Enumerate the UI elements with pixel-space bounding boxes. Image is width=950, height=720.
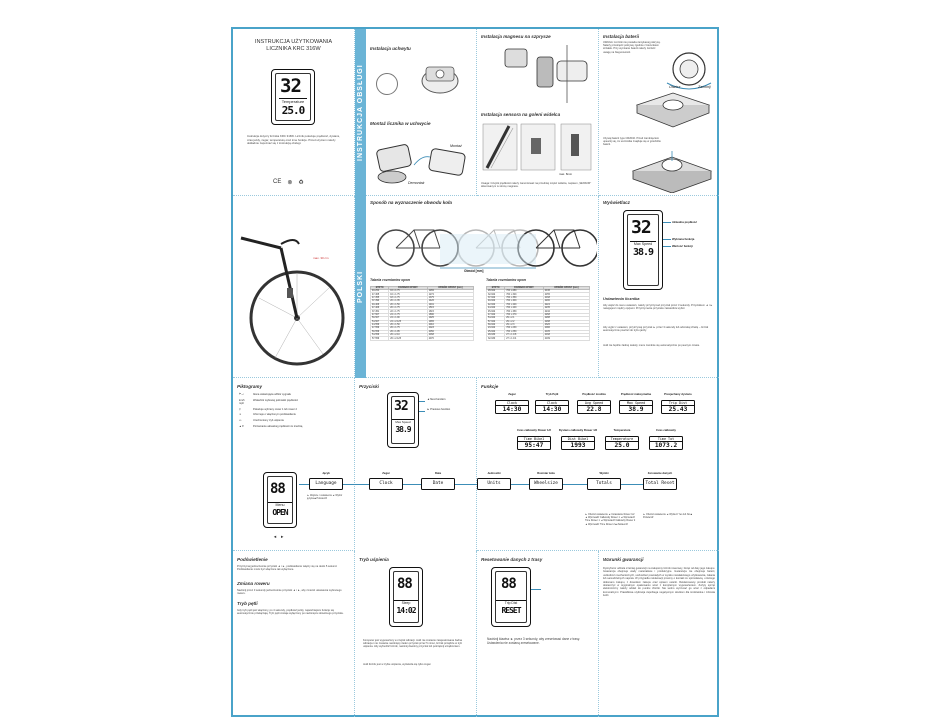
tire-table-cell: 700 x 45C [505, 310, 543, 313]
tire-table-cell: 2070 [427, 337, 473, 340]
tire-table-cell: 54-507 [371, 320, 389, 323]
tire-table-row [487, 337, 590, 340]
tire-table-cell: 42-622 [487, 303, 505, 306]
tire-table-cell: 1272 [427, 293, 473, 296]
function-label: Przejechany dystans [664, 392, 692, 396]
tire-table-cell: 1890 [427, 313, 473, 316]
label-next-function: ◄ Next function [427, 398, 446, 401]
tire-table-row [371, 337, 474, 340]
function-label: Prędkość maksymalna [620, 392, 652, 396]
warranty-panel [599, 551, 719, 717]
label-close: Zamknij [698, 85, 711, 89]
buttons-title: Przyciski [359, 384, 379, 389]
signal-icon: ⊢⊣ [239, 393, 244, 396]
tire-table-cell: 2298 [543, 320, 589, 323]
function-lcd-value: 25.43 [668, 406, 688, 413]
bike-front-drawing [239, 208, 351, 372]
function-lcd-label: Temperature [606, 437, 638, 442]
tire-table-cell: 37-622 [487, 296, 505, 299]
tire-table-cell: 1925 [427, 317, 473, 320]
tire-table-cell: 50-559 [371, 330, 389, 333]
sleep-lcd-top: Sleep [394, 600, 418, 605]
tire-table-cell: 16 x 1.75 [389, 293, 427, 296]
tire-table-cell: 16 x 1.75 [389, 290, 427, 293]
sleep-lcd-value: 14:02 [396, 606, 416, 615]
menu-item-lcd-text: Language [315, 481, 337, 486]
menu-item-lcd [369, 478, 403, 490]
sleep-text2: Jeśli licznik jest w trybie uśpienia, wyświetla się tylko zegar. [363, 663, 432, 666]
distance-label: max. 30 cm [313, 256, 329, 260]
display-lcd-top: 32 [631, 217, 651, 238]
menu-item-label: Zegar [382, 471, 390, 475]
tire-table-cell: 2105 [543, 330, 589, 333]
tire-table-cell: 2268 [543, 313, 589, 316]
tire-table-cell: 26 x 1.75 [389, 327, 427, 330]
function-lcd-value: 1073.2 [654, 442, 678, 449]
tire-table-cell: 29 x 2.2 [505, 320, 543, 323]
sensor-gap-label: max. 8mm [559, 172, 573, 176]
bike-roll-drawing [368, 206, 597, 274]
tire-table-cell: 2010 [427, 323, 473, 326]
menu-nav-arrows: ◄ ► [273, 534, 285, 539]
function-lcd [605, 436, 639, 450]
rohs-icon: ⊗ [287, 180, 293, 186]
menu-hint-totals: ► Obwód ustawienia ◄ Ustawianie Rower 1/2 ◄ Wprowadź Całkowity Rower 1 ◄ Wprowadź Time Rower 1 ◄ Wprowadź Całkowity Rower 2 ◄ Wprowadź Time Rower 2 ■ Zatwierdź [585, 513, 636, 526]
function-lcd [517, 436, 551, 450]
tire-table-cell: 22 x 1.75 [389, 310, 427, 313]
menu-lcd-value: OPEN [272, 508, 288, 517]
cover-lcd-label: Temperature [279, 98, 307, 104]
side-tab-polish: POLSKI [355, 196, 366, 378]
function-label: Dystans całkowity Rower 1/2 [558, 428, 598, 432]
sensor-warning: Uwaga: Czujnik prędkości należy zamontować na przedniej części widelca, napisem „SENSOR" skierowanym w stronę magnesu. [481, 182, 592, 189]
tire-table-cell: 2068 [427, 334, 473, 337]
menu-item-lcd [477, 478, 511, 490]
tire-table-cell: 700 x 44C [505, 306, 543, 309]
tire-table-cell: 37-390 [371, 300, 389, 303]
trip-mode-text: Gdy tryb pętli jest włączony, po 4 sekundy, prędkość jazdy, najważniejsze funkcje się automatycznie przełączają. Tryb pętli zostaje wyłączony po naciśnięciu dowolnego przycisku. [237, 609, 344, 616]
bike-icon: ⚲ [239, 407, 241, 411]
battery-insert-drawing [629, 151, 715, 193]
function-lcd-value: 95:47 [524, 442, 544, 449]
function-lcd [649, 436, 683, 450]
tire-table-cell: 700 x 40C [505, 300, 543, 303]
menu-lcd-top: Menu [268, 502, 292, 507]
magnet-drawing [497, 43, 593, 109]
tire-table-cell: 1615 [427, 310, 473, 313]
label-current-speed: Aktualna prędkość [672, 220, 698, 224]
settings-p1: Aby wejść do menu ustawień, należy przytrzymać przycisk przez 3 sekundy. Przyciskiem ◄ i ► nawigujesz między opcjami. Przytrzymanie przycisku zatwierdza wybór. [603, 304, 713, 311]
tire-table-cell: 47-406 [371, 306, 389, 309]
functions-title: Funkcje [481, 384, 499, 389]
function-lcd-label: Max Speed [620, 401, 652, 406]
tire-table-cell: 2168 [543, 296, 589, 299]
function-lcd [661, 400, 695, 414]
menu-item-lcd-text: Wheelsize [534, 481, 558, 486]
side-tab-instructions: INSTRUKCJA OBSŁUGI [355, 29, 366, 196]
function-lcd-label: Avg Speed [578, 401, 610, 406]
tire-table-cell: 2096 [543, 327, 589, 330]
sleep-title: Tryb uśpienia [359, 557, 389, 562]
tire-table-cell: 26 x 2.10 [389, 334, 427, 337]
function-lcd-label: Clock [536, 401, 568, 406]
tire-table-cell: 20 x 1.35 [389, 300, 427, 303]
battery-warning: UWAGA: Liczniki nie posiada zamykanej pokrywy. Należy przekręcić pokrywę zgodnie z kierunkiem strzałek. Przy wymianie baterii należy zwrócić uwagę na biegunowość. [603, 41, 661, 54]
tire-table-cell: 54-559 [371, 334, 389, 337]
tire-table-cell: 1282 [427, 290, 473, 293]
menu-hint-reset: ► Obwód ustawienia ◄ Wybierz Yes lub No ■ Potwierdź [643, 513, 693, 520]
tire-table-cell: 2326 [543, 323, 589, 326]
backlight-icon: ☀ [239, 413, 242, 417]
menu-item-lcd-text: Total Reset [645, 481, 675, 486]
display-device [623, 210, 663, 290]
trip-mode-title: Tryb pętli [237, 601, 258, 606]
menu-item-lcd [421, 478, 455, 490]
tire-table-cell: 2224 [543, 303, 589, 306]
tire-table-cell: 47-559 [371, 327, 389, 330]
backlight-text: Przytrzymaj jednocześnie przyciski ◄ i ►, podświetlenie włączy się na około 5 sekund. Podświetlenie może być włączone tak wyłączone. [237, 565, 338, 572]
function-label: Temperatura [613, 428, 631, 432]
menu-item-label: Jednostki [487, 471, 501, 475]
function-lcd-value: 1993 [570, 442, 586, 449]
tire-table-cell: 47-355 [371, 296, 389, 299]
tire-table-cell: 26 x 1.50 [389, 323, 427, 326]
tire-table-cell: 2288 [543, 317, 589, 320]
tire-table-cell: 2242 [543, 310, 589, 313]
tire-table-cell: 24 x 2.125 [389, 320, 427, 323]
tire-table-cell: 700 x 23C [505, 327, 543, 330]
table-title-left: Tabela rozmiarów opon [370, 278, 411, 282]
tire-table-left: ETRTO ROZMIAR OPONY OBWÓD OPONY [mm] 40-254 16 x 1.75 1282 47-305 16 x 1.75 1272 47-355 18 x 1.75 1375 37-390 20 x 1.35 1426 40-406 20 x 1.50 1491 47-406 20 x 1.75 1515 37-451 22 x 1.75 1615 47-507 24 x 1.75 1890 50-507 24 x 1.90 1925 54-507 24 x 2.125 1965 44-559 26 x 1.50 2010 47-559 26 x 1.75 2023 50-559 26 x 1.95 2050 54-559 26 x 2.10 2068 57-559 26 x 2.125 2070 [370, 286, 474, 341]
function-lcd [577, 400, 611, 414]
tire-table-cell: 26 x 2.125 [389, 337, 427, 340]
tire-table-cell: 700 x 32C [505, 293, 543, 296]
warranty-text: Dystrybutor udziela 2-letniej gwarancji na zakupiony licznik rowerowy, licząc od daty jego zakupu. Gwarancja obejmuje wady materiałowe i produkcyjne. Gwarancja nie obejmuje baterii, uszkodzeń mechanicznych, uszkodzeń powstałych w wyniku niewłaściwego użytkowania, zalania lub samodzielnych napraw. W przypadku reklamacji prosimy o kontakt ze sprzedawcą, u którego dokonano zakupu, z dowodem zakupu oraz opisem usterki. Reklamowany produkt należy dostarczyć w oryginalnym opakowaniu wraz z kompletnym wyposażeniem. Zużyty sprzęt elektroniczny należy oddać do punktu zbiórki. Nie wolno wyrzucać go wraz z odpadami komunalnymi. Prawidłowa utylizacja zapobiega negatywnym skutkom dla środowiska i zdrowia ludzi. [603, 567, 715, 598]
bike-change-title: Zmiana roweru [237, 581, 270, 586]
tire-table-cell: 54-622 [487, 317, 505, 320]
compare-icon: ▲▼ [239, 424, 245, 428]
pictograms-title: Piktogramy [237, 384, 263, 389]
tire-table-cell: 47-622 [487, 313, 505, 316]
tire-table-right: ETRTO ROZMIAR OPONY OBWÓD OPONY [mm] 28-622 700 x 28C 2136 32-622 700 x 32C 2155 37-622 700 x 35C 2168 40-622 700 x 40C 2200 42-622 700 x 42C 2224 44-622 700 x 44C 2235 45-622 700 x 45C 2242 47-622 700 x 47C 2268 54-622 29 x 2.1 2288 57-622 29 x 2.2 2298 60-622 29 x 2.3 2326 23-622 700 x 23C 2096 25-622 700 x 25C 2105 28-630 27 x 1 1/8 2168 32-630 27 x 1 1/4 2199 [486, 286, 590, 341]
function-lcd-value: 38.9 [628, 406, 644, 413]
menu-item-label: Zerowanie danych [647, 471, 673, 475]
mount-bracket-icon [418, 59, 462, 99]
restore-device: 88 Trip Dist RESET [491, 567, 531, 627]
display-panel [599, 196, 719, 378]
sensor-title: Instalacja sensora na goleni widelca [481, 112, 561, 117]
tire-table-cell: 2235 [543, 306, 589, 309]
circumference-label: Obwód [mm] [464, 269, 484, 273]
tire-table-cell: 47-507 [371, 313, 389, 316]
tire-table-cell: 50-507 [371, 317, 389, 320]
battery-bottom-text: Używaj baterii typu CR2032. Przed zamknięciem upewnij się, że uszczelka znajduje się w gnieździe baterii. [603, 137, 661, 147]
function-lcd-label: Dist Bike1 [562, 437, 594, 442]
recycle-icon: ♻ [298, 180, 304, 186]
label-open: Otwórz [669, 85, 681, 89]
tire-table-cell: 57-559 [371, 337, 389, 340]
menu-item-label: Wyniki [599, 471, 609, 475]
wheel-title: Sposób na wyznaczenie obwodu koła [370, 200, 452, 205]
backlight-panel [233, 551, 355, 717]
settings-title: Ustawienia licznika [603, 296, 640, 301]
menu-item-label: Język [322, 471, 330, 475]
function-lcd [535, 400, 569, 414]
cover-lcd-top: 32 [280, 75, 301, 97]
pictogram-text-sleep: Uruchomiony tryb uśpienia [253, 419, 284, 423]
speed-unit-icon: km/h mph [239, 398, 245, 405]
function-lcd [619, 400, 653, 414]
function-lcd [495, 400, 529, 414]
table-title-right: Tabela rozmiarów opon [486, 278, 527, 282]
tire-table-cell: 47-305 [371, 293, 389, 296]
o-ring-icon [376, 73, 398, 95]
menu-item-lcd-text: Clock [379, 481, 393, 486]
restore-title: Resetowanie danych z trasy [481, 557, 543, 562]
function-label: Czas całkowity [656, 428, 676, 432]
menu-item-lcd [643, 478, 677, 490]
cover-device [271, 69, 315, 125]
tire-table-cell: 45-622 [487, 310, 505, 313]
menu-item-lcd [529, 478, 563, 490]
tire-table-cell: 20 x 1.50 [389, 303, 427, 306]
tire-table-cell: 1491 [427, 303, 473, 306]
menu-item-label: Data [434, 471, 442, 475]
tire-table-cell: 2199 [543, 337, 589, 340]
function-lcd-label: Time Bike1 [518, 437, 550, 442]
tire-table-cell: 20 x 1.75 [389, 306, 427, 309]
sensor-drawing [481, 122, 593, 174]
sleep-text: Komputer jest wyposażony w czujnik wibracji. Jeśli nie zostanie zarejestrowana żadna wibracja i nie zostanie naciśnięty żaden przycisk przez 5 minut, licznik przejdzie w tryb uśpienia. Aby wybudzić licznik, naciśnij dowolny przycisk lub potrząśnij urządzeniem. [363, 639, 463, 649]
function-lcd-value: 25.0 [614, 442, 630, 449]
pictogram-text-compare: Porównanie aktualnej prędkości ze średnią [253, 424, 303, 428]
tire-table-cell: 29 x 2.3 [505, 323, 543, 326]
tire-table-cell: 700 x 35C [505, 296, 543, 299]
buttons-device [387, 392, 419, 448]
label-prev-function: ► Previous function [427, 408, 451, 411]
buttons-panel [355, 378, 477, 551]
tire-table-cell: 23-622 [487, 327, 505, 330]
function-lcd-label: Time Tot [650, 437, 682, 442]
magnet-title: Instalacja magnesu na szprysze [481, 34, 551, 39]
function-label: Tryb Pętli [545, 392, 559, 396]
warranty-title: Warunki gwarancji [603, 557, 644, 562]
menu-item-lcd [587, 478, 621, 490]
tire-table-cell: 37-451 [371, 310, 389, 313]
tire-table-cell: 18 x 1.75 [389, 296, 427, 299]
tire-table-cell: 40-254 [371, 290, 389, 293]
tire-table-cell: 24 x 1.75 [389, 313, 427, 316]
tire-table-cell: 25-622 [487, 330, 505, 333]
menu-device: 88 Menu OPEN [263, 472, 297, 528]
menu-hint-language: ► Wejście / ustawienia ◄ Wybór języka ■ Potwierdź [307, 494, 343, 501]
sleep-panel [355, 551, 477, 717]
tire-table-cell: 700 x 47C [505, 313, 543, 316]
menu-item-lcd-text: Totals [596, 481, 612, 486]
restore-lcd-top: Trip Dist [496, 600, 526, 605]
manual-title-line1: INSTRUKCJA UŻYTKOWANIA [254, 39, 333, 45]
tire-table-cell: 29 x 2.1 [505, 317, 543, 320]
tire-table-cell: 700 x 42C [505, 303, 543, 306]
tire-table-cell: 28-622 [487, 290, 505, 293]
tire-table-cell: 26 x 1.95 [389, 330, 427, 333]
function-label: Zegar [508, 392, 516, 396]
wheel-panel [366, 196, 599, 378]
tire-table-cell: 57-622 [487, 320, 505, 323]
tire-table-cell: 60-622 [487, 323, 505, 326]
tire-table-cell: 1965 [427, 320, 473, 323]
tire-table-cell: 2136 [543, 290, 589, 293]
tire-table-cell: 1515 [427, 306, 473, 309]
menu-item-lcd [309, 478, 343, 490]
sleep-device: 88 Sleep 14:02 [389, 567, 423, 627]
display-lcd-value: 38.9 [632, 247, 654, 258]
intro-text: Instrukcja dotyczy licznika KRC 316W. Licznik pokazuje prędkość, dystans, czas jazdy, zegar, temperaturę oraz inne funkcje. Przed użyciem należy dokładnie zapoznać się z instrukcją obsługi. [247, 134, 340, 145]
cover-lcd-value: 25.0 [281, 104, 305, 117]
bike-panel [233, 196, 355, 378]
mount-title: Instalacja uchwytu [370, 46, 411, 51]
tire-table-cell: 44-559 [371, 323, 389, 326]
cover-panel [233, 29, 355, 196]
tire-table-cell: 40-406 [371, 303, 389, 306]
restore-panel [477, 551, 599, 717]
tire-table-cell: 2200 [543, 300, 589, 303]
buttons-lcd-value: 38.9 [395, 425, 411, 434]
counter-mount-title: Montaż licznika w uchwycie [370, 121, 431, 126]
function-lcd-value: 14:30 [502, 406, 522, 413]
tire-table-cell: 40-622 [487, 300, 505, 303]
battery-panel [599, 29, 719, 196]
pictogram-text-signal: Ikona wskazująca odbiór sygnału [253, 393, 292, 396]
restore-text: Naciśnij klawisz ► przez 3 sekundy, aby zresetować dane z trasy. Ustawienia nie zostaną zresetowane. [487, 637, 581, 646]
tire-table-cell: 28-630 [487, 334, 505, 337]
restore-lcd-value: RESET [501, 606, 521, 615]
pictogram-text-backlight: Informuje o włączonym podświetleniu [253, 413, 296, 417]
tire-table-cell: 2050 [427, 330, 473, 333]
label-function-value: Wartość funkcji [672, 244, 693, 248]
menu-item-lcd-text: Date [432, 481, 444, 486]
tire-table-cell: 27 x 1 1/8 [505, 334, 543, 337]
tire-table-cell: 32-622 [487, 293, 505, 296]
function-lcd-label: Clock [496, 401, 528, 406]
tire-table-cell: 2168 [543, 334, 589, 337]
backlight-title: Podświetlenie [237, 557, 268, 562]
menu-item-lcd-text: Units [487, 481, 501, 486]
battery-title: Instalacja baterii [603, 34, 640, 39]
tire-table-cell: 700 x 28C [505, 290, 543, 293]
tire-table-cell: 32-630 [487, 337, 505, 340]
buttons-lcd-top: 32 [394, 399, 408, 414]
display-title: Wyświetlacz [603, 200, 630, 205]
pictogram-panel [233, 378, 355, 551]
label-dismount: Demontaż [408, 181, 425, 185]
function-label: Czas całkowity Rower 1/2 [517, 428, 551, 432]
pictogram-text-unit: Wskaźnik wybranej jednostki prędkości [253, 398, 298, 402]
tire-table-cell: 27 x 1 1/4 [505, 337, 543, 340]
display-lcd-mid: Max Speed [630, 241, 656, 246]
magnet-panel [477, 29, 599, 196]
settings-p2: Aby wyjść z ustawień, przytrzymaj przycisk ► przez 3 sekundy lub odczekaj chwilę – licznik automatycznie powróci do trybu jazdy. [603, 326, 709, 333]
tire-table-cell: 44-622 [487, 306, 505, 309]
tire-table-cell: 2155 [543, 293, 589, 296]
tire-table-cell: 24 x 1.90 [389, 317, 427, 320]
manual-title-line2: LICZNIKA KRC 316W [266, 46, 321, 52]
function-lcd-label: Trip Dist [662, 401, 694, 406]
ce-mark: CE [273, 179, 282, 185]
settings-p3: Jeśli nie będzie żadnej reakcji, menu zamknie się automatycznie po pewnym czasie. [603, 344, 700, 347]
function-lcd-value: 22.8 [586, 406, 602, 413]
battery-device-drawing [633, 89, 713, 129]
function-lcd [561, 436, 595, 450]
label-main-function: Wybrana funkcja [672, 237, 695, 241]
bike-change-text: Naciśnij przez 3 sekundy jednocześnie przyciski ◄ i ►, aby zmienić ustawienia wybranego roweru. [237, 589, 342, 596]
manual-sheet [231, 27, 719, 717]
sleep-icon: ▭ [239, 419, 242, 423]
label-mount: Montaż [450, 144, 462, 148]
mount-panel [366, 29, 477, 196]
menu-item-label: Rozmiar koła [537, 471, 555, 475]
tire-table-cell: 700 x 25C [505, 330, 543, 333]
tire-table-cell: 2023 [427, 327, 473, 330]
function-lcd-value: 14:30 [542, 406, 562, 413]
buttons-lcd-mid: Max Speed [392, 419, 414, 424]
tire-table-cell: 1426 [427, 300, 473, 303]
pictogram-text-bike: Pokazuje wybrany rower 1 lub rower 2 [253, 407, 297, 411]
function-label: Prędkość średnia [582, 392, 606, 396]
tire-table-cell: 1375 [427, 296, 473, 299]
